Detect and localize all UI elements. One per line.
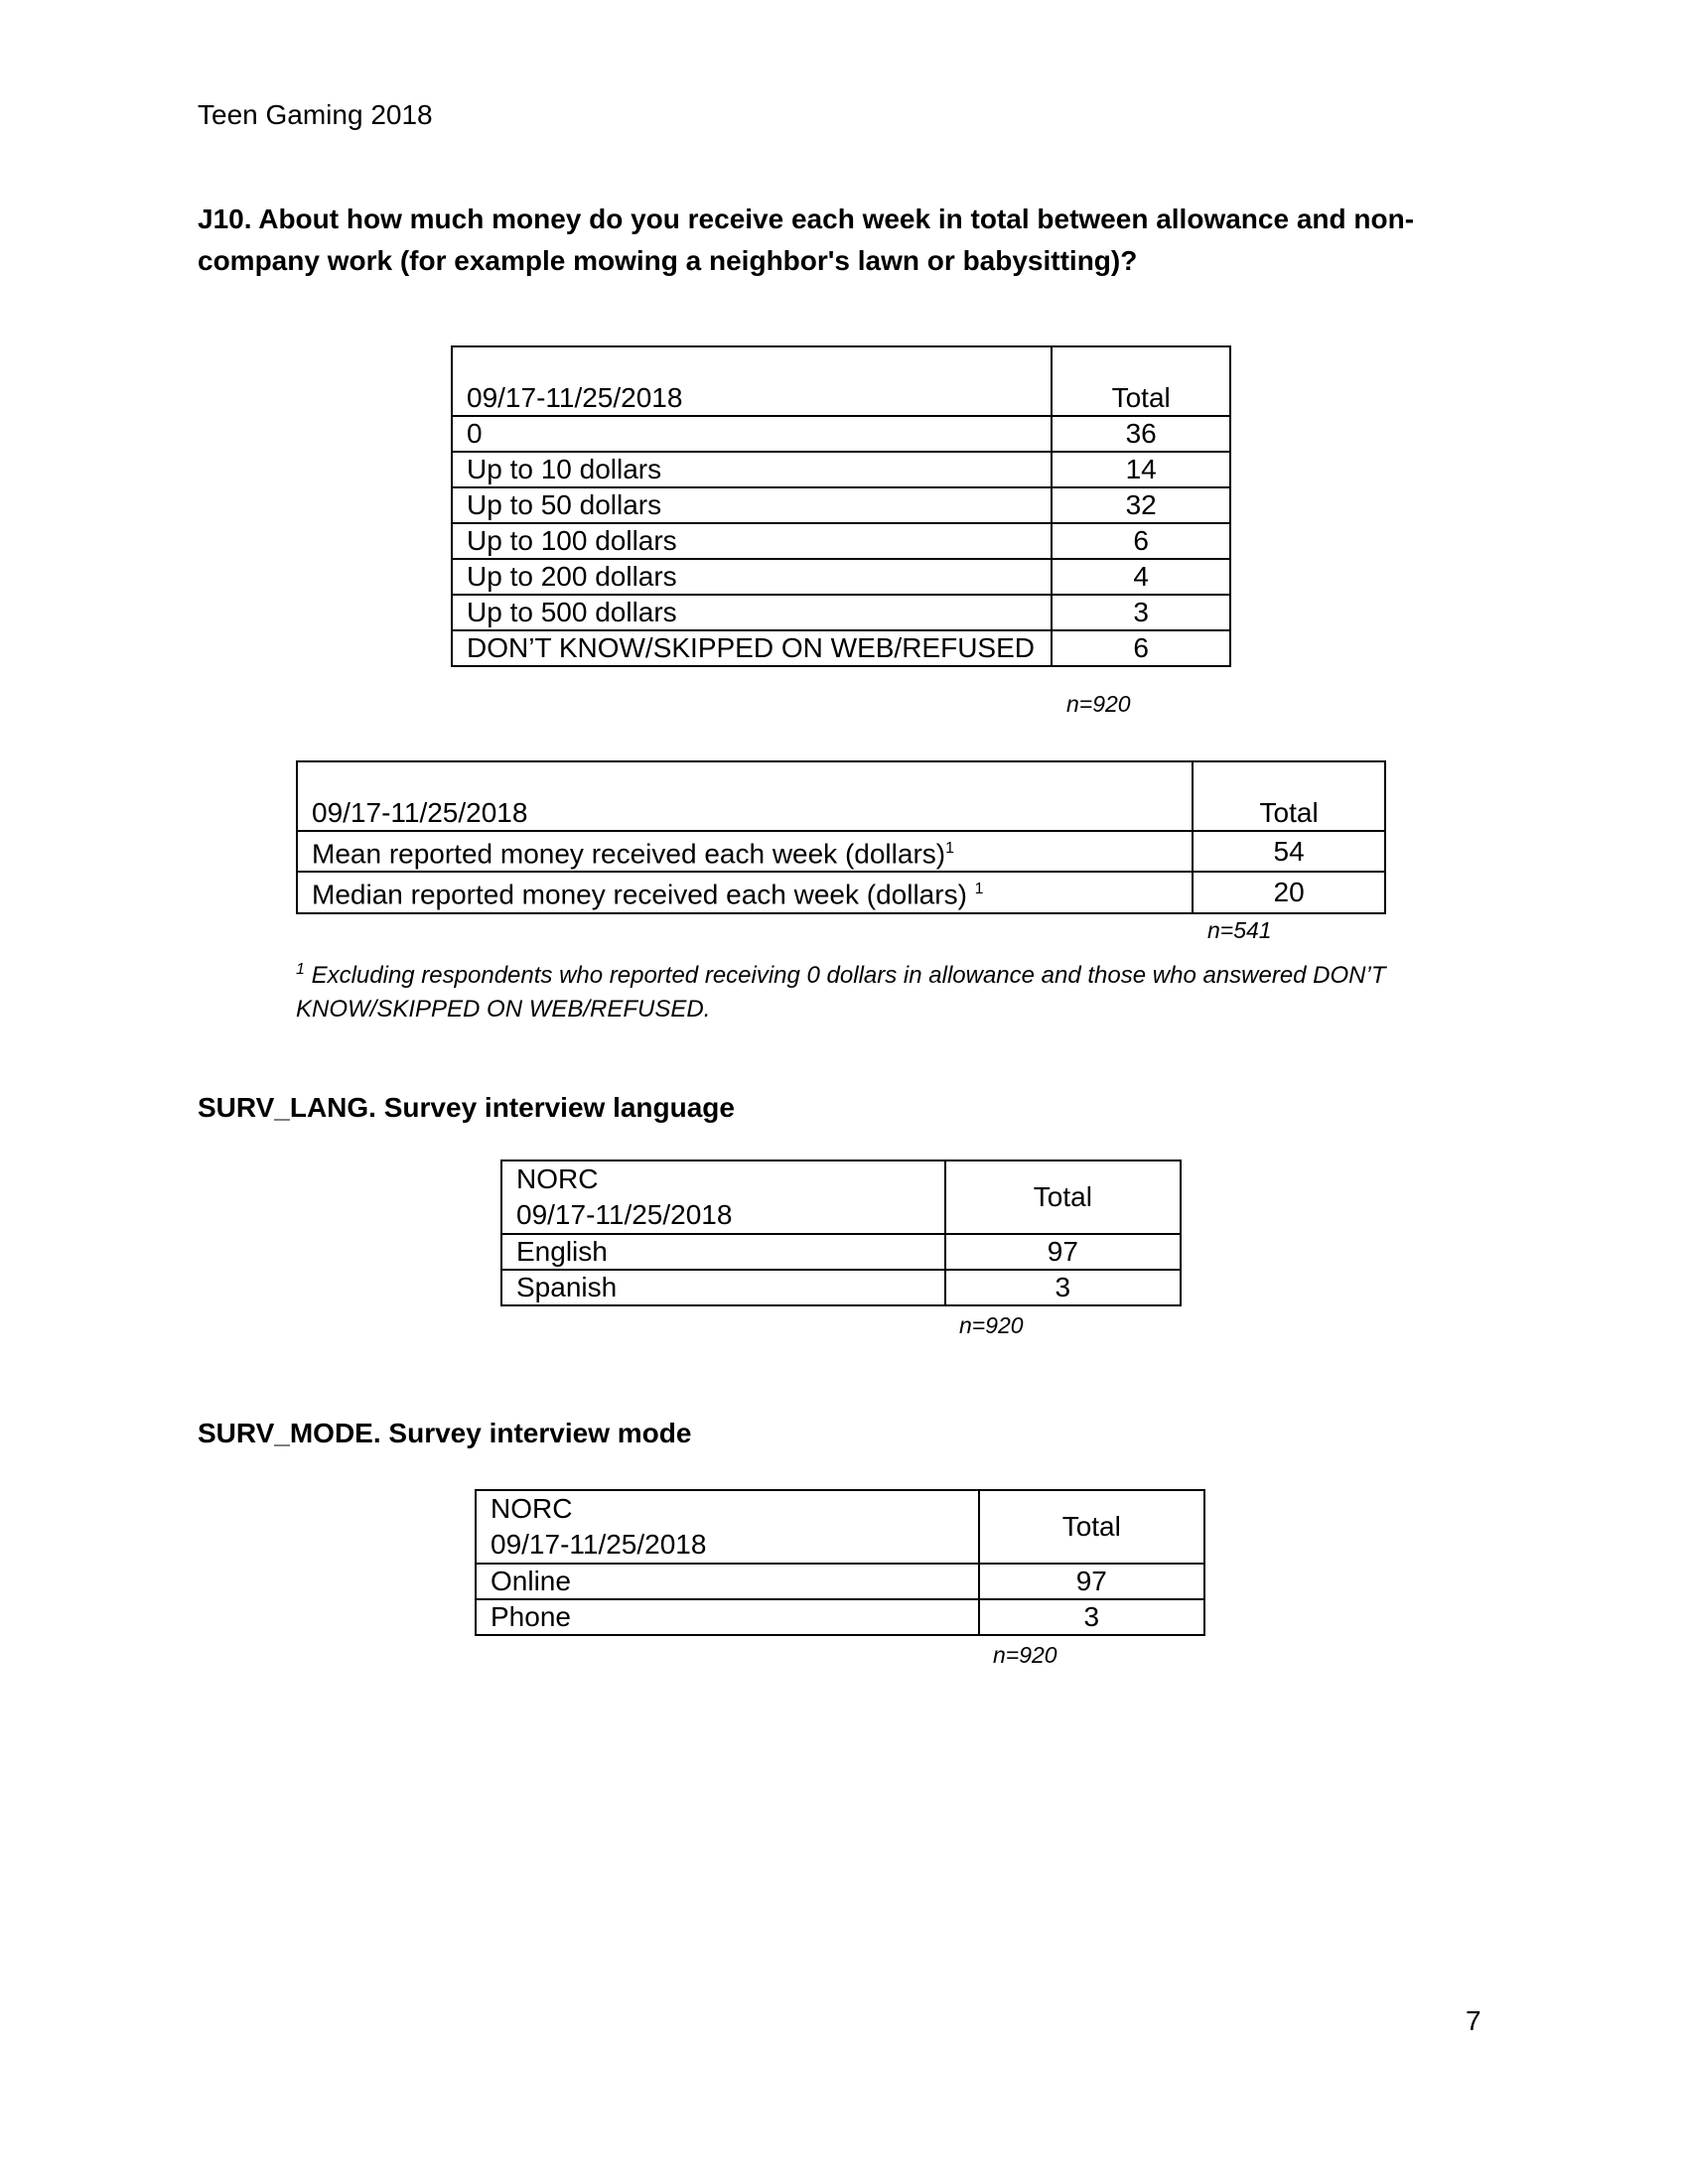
total-header: Total xyxy=(1052,346,1230,416)
row-value: 6 xyxy=(1052,523,1230,559)
row-label: Phone xyxy=(476,1599,979,1635)
table-row xyxy=(297,831,1385,872)
row-value: 3 xyxy=(979,1599,1204,1635)
table-row xyxy=(452,595,1230,630)
table-row xyxy=(476,1564,1204,1599)
question-j10: J10. About how much money do you receive each week in total between allowance and non-company work (for example mowing a neighbor's lawn or babysitting)? xyxy=(198,204,1415,276)
date-range-header: 09/17-11/25/2018 xyxy=(516,1199,733,1230)
sample-size-note: n=920 xyxy=(993,1642,1057,1668)
surv-lang-title: SURV_LANG. Survey interview language xyxy=(198,1092,735,1123)
footnote-marker: 1 xyxy=(974,881,984,898)
row-label: Up to 500 dollars xyxy=(452,595,1052,630)
document-header: Teen Gaming 2018 xyxy=(198,99,433,130)
footnote-marker: 1 xyxy=(945,840,954,857)
row-label: Up to 10 dollars xyxy=(452,452,1052,487)
footnote-marker: 1 xyxy=(296,961,305,978)
date-range-header: 09/17-11/25/2018 xyxy=(491,1529,707,1560)
row-label: DON’T KNOW/SKIPPED ON WEB/REFUSED xyxy=(452,630,1052,666)
org-name: NORC xyxy=(491,1493,573,1524)
surv-mode-table xyxy=(475,1489,1205,1636)
j10-summary-table xyxy=(296,760,1386,914)
table-row xyxy=(452,630,1230,666)
page-number: 7 xyxy=(1466,2005,1481,2036)
row-label: Up to 100 dollars xyxy=(452,523,1052,559)
surv-mode-title: SURV_MODE. Survey interview mode xyxy=(198,1418,692,1448)
row-label-text: Mean reported money received each week (dollars) xyxy=(312,838,946,870)
row-label: Spanish xyxy=(501,1270,945,1305)
total-header: Total xyxy=(979,1490,1204,1564)
table-row xyxy=(452,487,1230,523)
footnote xyxy=(296,953,1487,1026)
total-header: Total xyxy=(945,1160,1181,1234)
table-row xyxy=(452,523,1230,559)
row-value: 32 xyxy=(1052,487,1230,523)
row-label: Up to 50 dollars xyxy=(452,487,1052,523)
sample-size-note: n=920 xyxy=(959,1312,1024,1338)
row-label: English xyxy=(501,1234,945,1270)
table-header-row xyxy=(476,1490,1204,1564)
row-value: 54 xyxy=(1193,831,1385,872)
table-row xyxy=(452,559,1230,595)
row-label: Up to 200 dollars xyxy=(452,559,1052,595)
date-range-header: 09/17-11/25/2018 xyxy=(297,761,1193,831)
sample-size-note: n=920 xyxy=(1066,691,1131,717)
row-value: 20 xyxy=(1193,872,1385,912)
table-row xyxy=(452,452,1230,487)
row-label-text: Median reported money received each week (dollars) xyxy=(312,879,975,910)
org-name: NORC xyxy=(516,1163,599,1194)
table-row xyxy=(452,416,1230,452)
row-label xyxy=(297,872,1193,912)
row-label xyxy=(297,831,1193,872)
footnote-text: Excluding respondents who reported receiving 0 dollars in allowance and those who answered DON’T KNOW/SKIPPED ON WEB/REFUSED. xyxy=(296,962,1386,1023)
row-value: 36 xyxy=(1052,416,1230,452)
total-header: Total xyxy=(1193,761,1385,831)
norc-date-header xyxy=(476,1490,979,1564)
table-row xyxy=(476,1599,1204,1635)
row-value: 3 xyxy=(1052,595,1230,630)
row-value: 97 xyxy=(979,1564,1204,1599)
row-value: 14 xyxy=(1052,452,1230,487)
table-header-row xyxy=(501,1160,1181,1234)
row-label: 0 xyxy=(452,416,1052,452)
table-header-row xyxy=(452,346,1230,416)
row-value: 4 xyxy=(1052,559,1230,595)
date-range-header: 09/17-11/25/2018 xyxy=(452,346,1052,416)
sample-size-note: n=541 xyxy=(1207,917,1272,943)
row-label: Online xyxy=(476,1564,979,1599)
table-header-row xyxy=(297,761,1385,831)
table-row xyxy=(501,1234,1181,1270)
norc-date-header xyxy=(501,1160,945,1234)
row-value: 6 xyxy=(1052,630,1230,666)
row-value: 3 xyxy=(945,1270,1181,1305)
surv-lang-table xyxy=(500,1160,1182,1306)
table-row xyxy=(501,1270,1181,1305)
row-value: 97 xyxy=(945,1234,1181,1270)
table-row xyxy=(297,872,1385,912)
j10-distribution-table xyxy=(451,345,1231,667)
